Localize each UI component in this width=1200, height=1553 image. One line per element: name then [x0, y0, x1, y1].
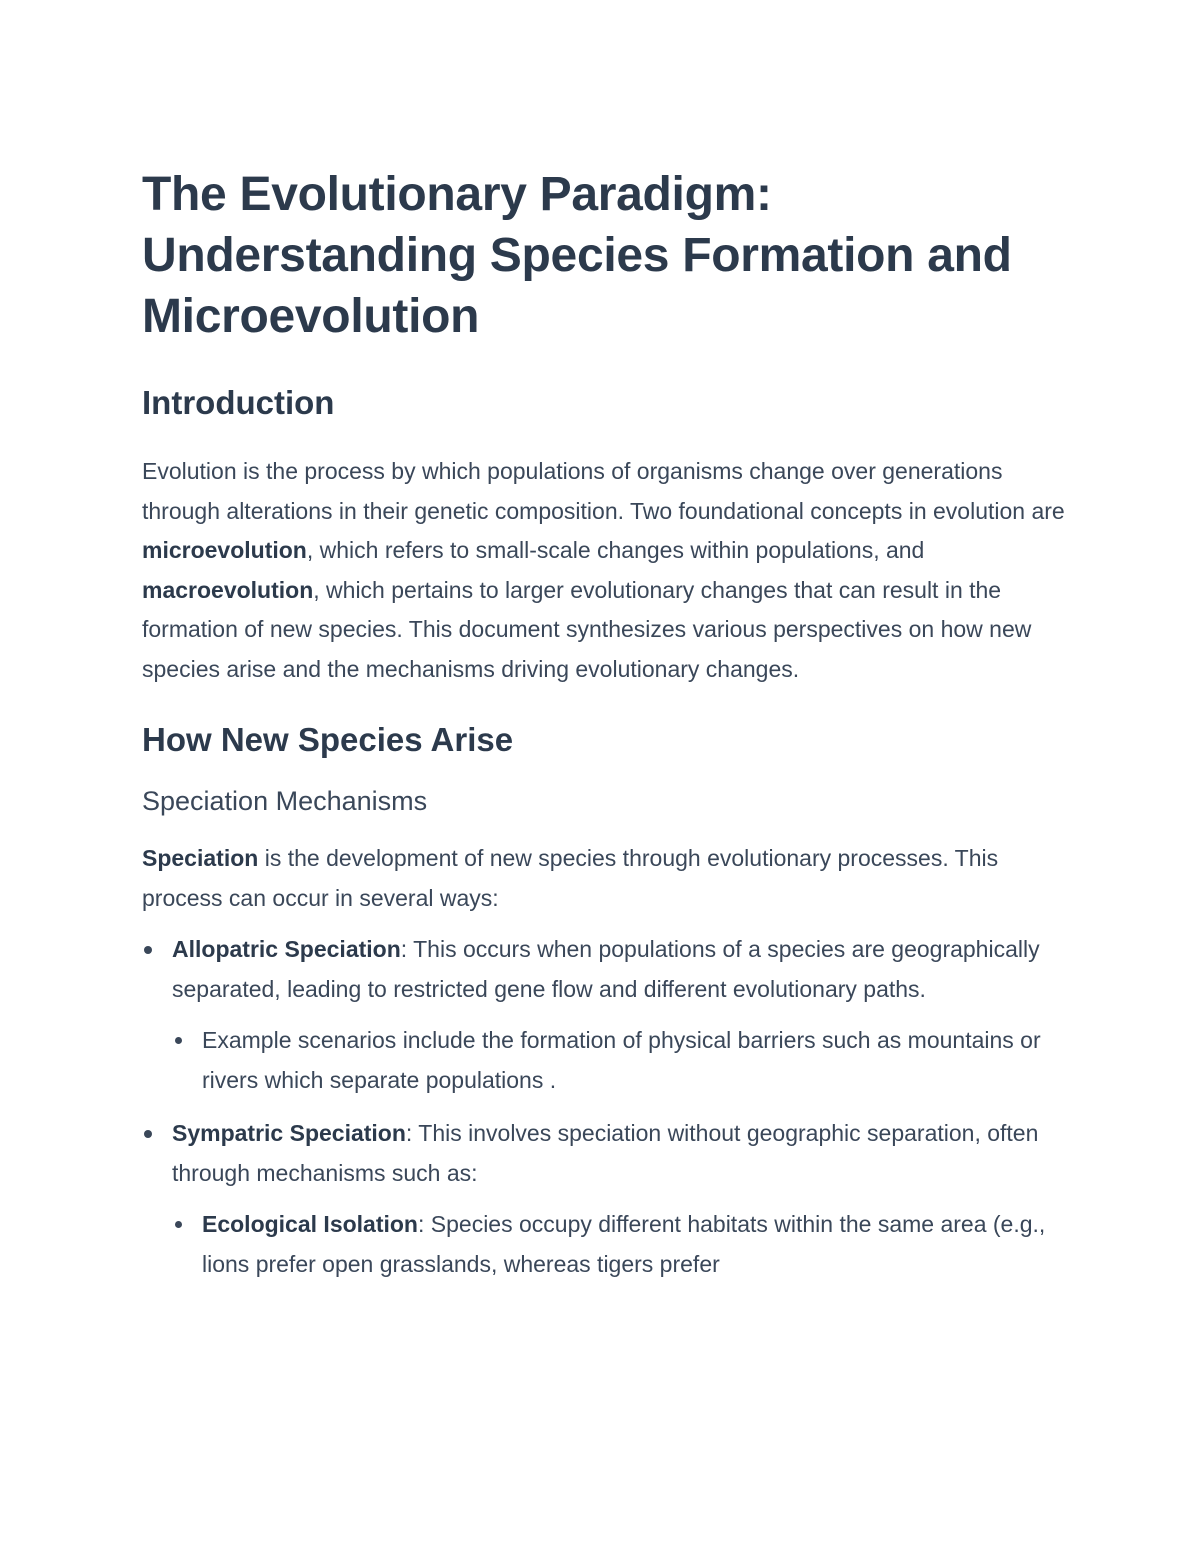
list-item-label: Allopatric Speciation	[172, 936, 401, 962]
speciation-list	[142, 930, 1082, 1284]
introduction-heading: Introduction	[142, 384, 335, 421]
document-title: The Evolutionary Paradigm: Understanding Species Formation and Microevolution	[142, 168, 1012, 343]
document-content	[142, 164, 1082, 1298]
speciation-term: Speciation	[142, 845, 259, 871]
list-item-label: Sympatric Speciation	[172, 1120, 406, 1146]
introduction-paragraph	[142, 452, 1082, 689]
speciation-paragraph	[142, 839, 1082, 918]
intro-text-3: , which pertains to larger evolutionary changes that can result in the formation of new species. This document synthesizes various perspectives on how new species arise and the mechanisms driving evolutionary changes.	[142, 576, 1032, 682]
list-item-text: : This involves speciation without geographic separation, often through mechanisms such as:	[172, 1120, 1039, 1186]
macroevolution-term: macroevolution	[142, 576, 314, 603]
sub-list-item	[172, 1021, 1082, 1100]
list-item-text: : This occurs when populations of a species are geographically separated, leading to restricted gene flow and different evolutionary paths.	[172, 936, 1040, 1002]
subheading-speciation-mechanisms: Speciation Mechanisms	[142, 786, 428, 816]
sub-list-item-text: : Species occupy different habitats within the same area (e.g., lions prefer open grasslands, whereas tigers prefer	[202, 1211, 1046, 1277]
list-item-allopatric	[142, 930, 1082, 1100]
intro-text-1: Evolution is the process by which populations of organisms change over generations through alterations in their genetic composition. Two foundational concepts in evolution are	[142, 458, 1065, 524]
list-item-sympatric	[142, 1114, 1082, 1284]
intro-text-2: , which refers to small-scale changes within populations, and	[306, 537, 925, 563]
sub-list-item-label: Ecological Isolation	[202, 1211, 418, 1237]
sub-list-item	[172, 1205, 1082, 1284]
speciation-text: is the development of new species through evolutionary processes. This process can occur in several ways:	[142, 845, 999, 911]
sub-list-item-text: Example scenarios include the formation of physical barriers such as mountains or rivers which separate populations .	[202, 1027, 1041, 1093]
section-heading-new-species: How New Species Arise	[142, 721, 514, 758]
sub-list	[172, 1205, 1082, 1284]
sub-list	[172, 1021, 1082, 1100]
microevolution-term: microevolution	[142, 537, 307, 563]
